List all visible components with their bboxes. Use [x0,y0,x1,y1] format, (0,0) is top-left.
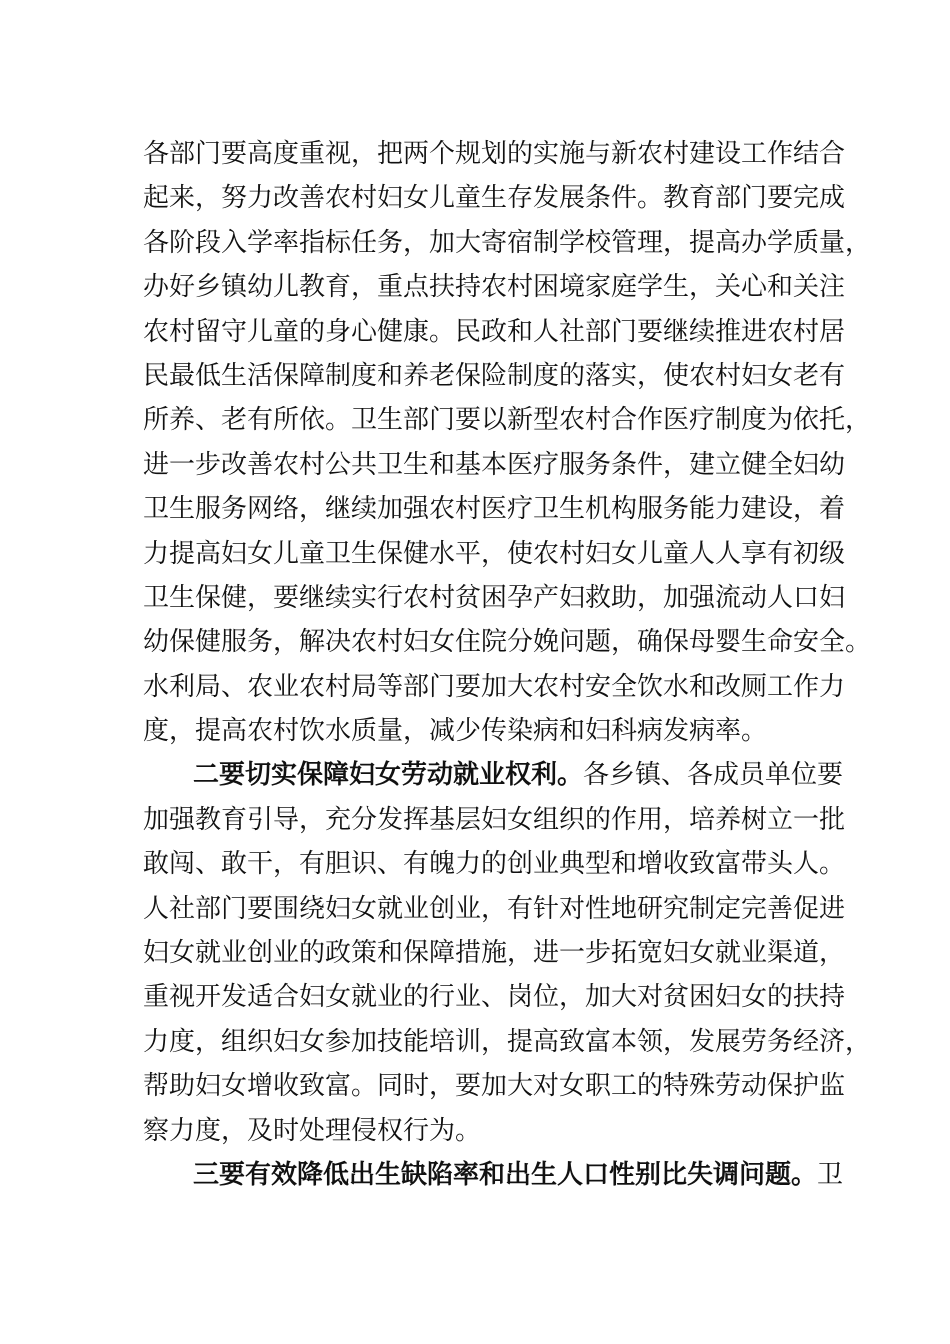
paragraph-heading: 三要有效降低出生缺陷率和出生人口性别比失调问题。 [193,1159,818,1190]
text-line: 力提高妇女儿童卫生保健水平，使农村妇女儿童人人享有初级 [143,538,846,569]
paragraph-birth-defects [143,1153,844,1197]
text-line: 重视开发适合妇女就业的行业、岗位，加大对贫困妇女的扶持 [143,982,846,1013]
text-line: 所养、老有所依。卫生部门要以新型农村合作医疗制度为依托， [143,405,872,436]
paragraph-employment-rights [143,753,872,1153]
text-line: 民最低生活保障制度和养老保险制度的落实，使农村妇女老有 [143,360,846,391]
text-line: 敢闯、敢干，有胆识、有魄力的创业典型和增收致富带头人。 [143,849,846,880]
paragraph-health-education [143,132,872,753]
document-body [143,132,872,1197]
text-line: 各部门要高度重视，把两个规划的实施与新农村建设工作结合 [143,139,846,169]
paragraph-first-line [143,1153,844,1197]
text-line: 农村留守儿童的身心健康。民政和人社部门要继续推进农村居 [143,316,846,347]
paragraph-first-line-text: 卫 [817,1159,844,1190]
text-line: 力度，组织妇女参加技能培训，提高致富本领，发展劳务经济， [143,1026,872,1057]
text-line: 人社部门要围绕妇女就业创业，有针对性地研究制定完善促进 [143,893,846,924]
text-line: 度，提高农村饮水质量，减少传染病和妇科病发病率。 [143,716,768,747]
text-line: 卫生保健，要继续实行农村贫困孕产妇救助，加强流动人口妇 [143,582,846,613]
text-line: 进一步改善农村公共卫生和基本医疗服务条件，建立健全妇幼 [143,449,846,480]
paragraph-heading: 二要切实保障妇女劳动就业权利。 [193,760,584,791]
paragraph-first-line-text: 各乡镇、各成员单位要 [583,760,844,791]
text-line: 起来，努力改善农村妇女儿童生存发展条件。教育部门要完成 [143,183,846,214]
text-line: 妇女就业创业的政策和保障措施，进一步拓宽妇女就业渠道， [143,938,846,969]
text-line: 水利局、农业农村局等部门要加大农村安全饮水和改厕工作力 [143,671,846,702]
text-line: 幼保健服务，解决农村妇女住院分娩问题，确保母婴生命安全。 [143,627,872,658]
text-line: 办好乡镇幼儿教育，重点扶持农村困境家庭学生，关心和关注 [143,272,846,303]
text-line: 加强教育引导，充分发挥基层妇女组织的作用，培养树立一批 [143,804,846,835]
paragraph-first-line [143,753,844,797]
text-line: 卫生服务网络，继续加强农村医疗卫生机构服务能力建设，着 [143,494,846,525]
text-line: 帮助妇女增收致富。同时，要加大对女职工的特殊劳动保护监 [143,1071,846,1102]
text-line: 各阶段入学率指标任务，加大寄宿制学校管理，提高办学质量， [143,227,872,258]
text-line: 察力度，及时处理侵权行为。 [143,1115,482,1146]
